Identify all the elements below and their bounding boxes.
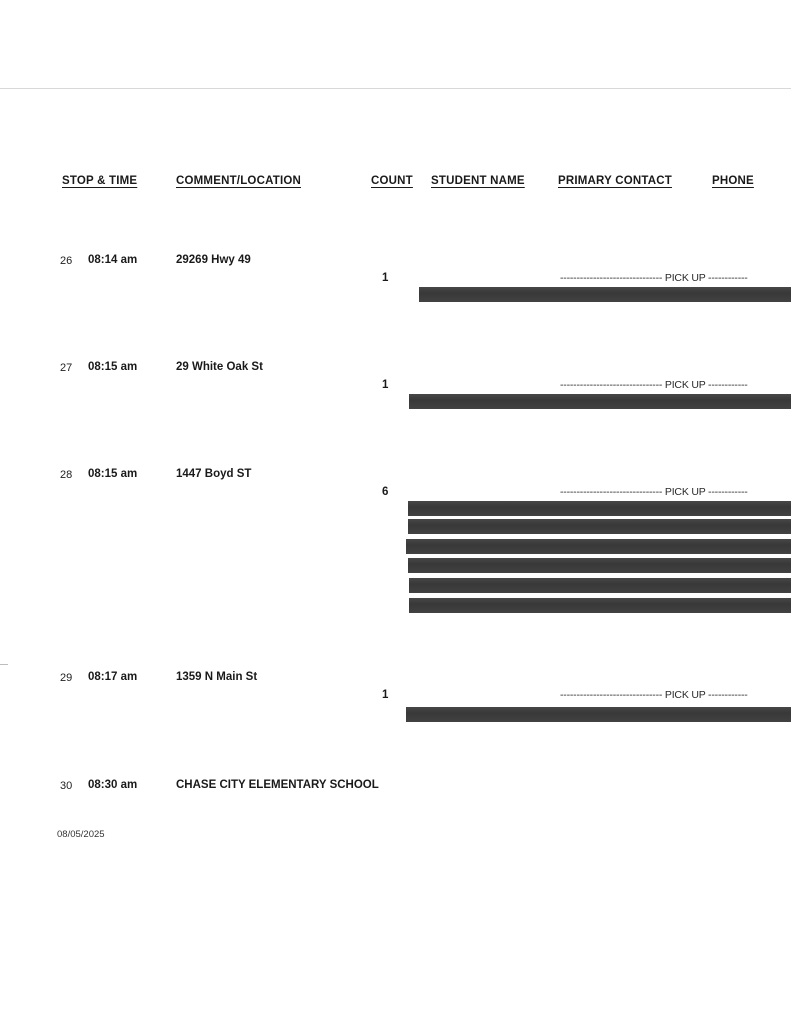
stop-time: 08:17 am	[88, 671, 138, 683]
column-header-student-name: STUDENT NAME	[431, 175, 525, 187]
pickup-label: ------------------------------- PICK UP ------------	[560, 272, 748, 284]
redacted-student-row	[409, 598, 791, 613]
redacted-student-row	[408, 558, 791, 573]
stop-count: 1	[382, 379, 389, 391]
redacted-student-row	[406, 707, 791, 722]
redacted-student-row	[409, 394, 791, 409]
column-header-comment-location: COMMENT/LOCATION	[176, 175, 301, 187]
column-header-count: COUNT	[371, 175, 413, 187]
stop-time: 08:14 am	[88, 254, 138, 266]
table-header-row	[0, 175, 791, 193]
column-header-primary-contact: PRIMARY CONTACT	[558, 175, 672, 187]
stop-location: 1359 N Main St	[176, 671, 258, 683]
redacted-student-row	[419, 287, 791, 302]
redacted-student-row	[409, 578, 791, 593]
redacted-student-row	[408, 501, 791, 516]
scan-edge-tick	[0, 664, 8, 665]
stop-time: 08:30 am	[88, 779, 138, 791]
stop-number: 30	[60, 780, 73, 792]
stop-time: 08:15 am	[88, 361, 138, 373]
column-header-stop-time: STOP & TIME	[62, 175, 138, 187]
stop-number: 29	[60, 672, 73, 684]
stop-location: 1447 Boyd ST	[176, 468, 252, 480]
column-header-phone: PHONE	[712, 175, 754, 187]
stop-count: 1	[382, 689, 389, 701]
stop-location: CHASE CITY ELEMENTARY SCHOOL	[176, 779, 379, 791]
stop-number: 26	[60, 255, 73, 267]
stop-number: 28	[60, 469, 73, 481]
stop-count: 1	[382, 272, 389, 284]
redacted-student-row	[406, 539, 791, 554]
footer-date: 08/05/2025	[57, 829, 105, 840]
pickup-label: ------------------------------- PICK UP ------------	[560, 689, 748, 701]
stop-time: 08:15 am	[88, 468, 138, 480]
redacted-student-row	[408, 519, 791, 534]
pickup-label: ------------------------------- PICK UP ------------	[560, 379, 748, 391]
stop-location: 29 White Oak St	[176, 361, 263, 373]
pickup-label: ------------------------------- PICK UP ------------	[560, 486, 748, 498]
stop-number: 27	[60, 362, 73, 374]
stop-location: 29269 Hwy 49	[176, 254, 251, 266]
scan-edge-line	[0, 88, 791, 89]
stop-count: 6	[382, 486, 389, 498]
